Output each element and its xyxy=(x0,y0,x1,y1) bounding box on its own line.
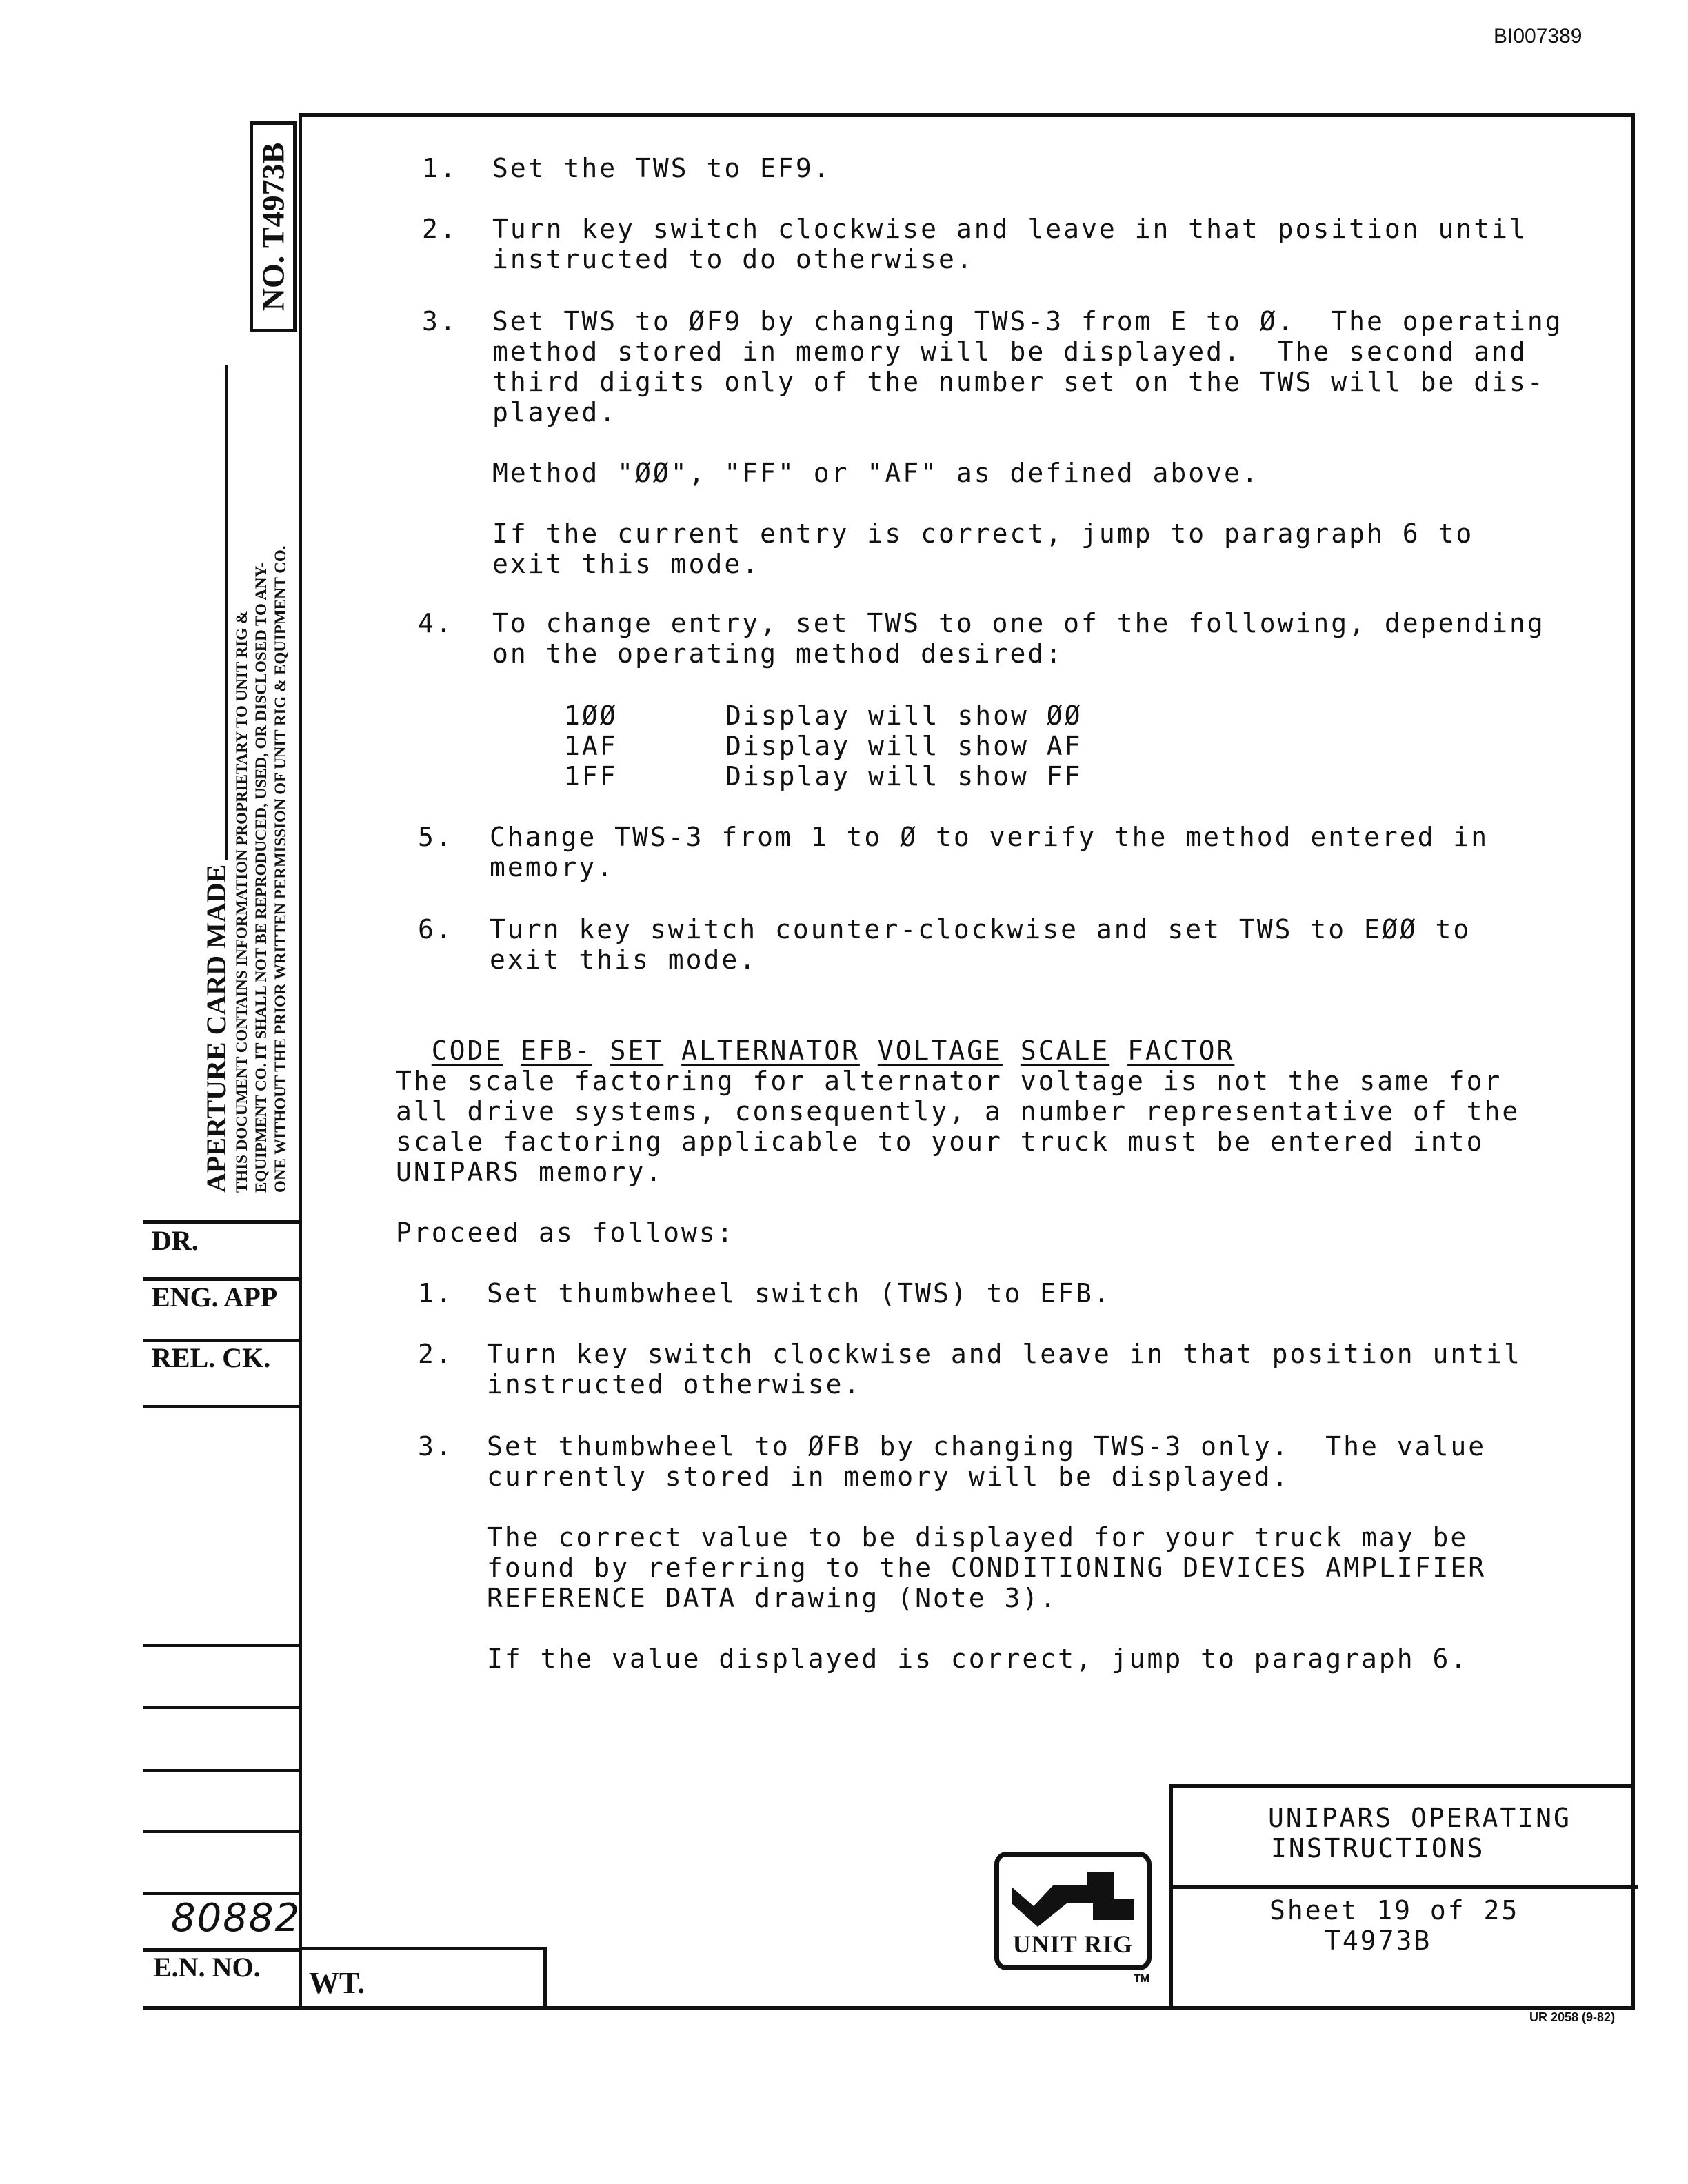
row-line-9 xyxy=(143,1892,301,1895)
step-b3-line1: Set thumbwheel to ØFB by changing TWS-3 only. The value xyxy=(487,1431,1487,1462)
aperture-card-made: APERTURE CARD MADE xyxy=(200,365,232,1193)
option-1-code: 1ØØ xyxy=(564,700,618,731)
option-2-desc: Display will show AF xyxy=(725,731,1083,761)
frame-right xyxy=(1631,113,1635,2009)
unit-rig-logo xyxy=(994,1852,1152,1970)
intro-line3: scale factoring applicable to your truck must be entered into xyxy=(396,1126,1485,1157)
step-5-line1: Change TWS-3 from 1 to Ø to verify the method entered in xyxy=(490,822,1489,852)
title-line2: INSTRUCTIONS xyxy=(1271,1833,1485,1863)
correct-note-line3: REFERENCE DATA drawing (Note 3). xyxy=(487,1583,1058,1613)
document-id: BI007389 xyxy=(1494,25,1582,48)
step-a3-num: 3. xyxy=(422,306,458,336)
proprietary-notice-3: ONE WITHOUT THE PRIOR WRITTEN PERMISSION OF UNIT RIG & EQUIPMENT CO. xyxy=(272,545,289,1193)
heading-word-3: SET xyxy=(610,1035,664,1066)
jump-note-line1: If the current entry is correct, jump to paragraph 6 to xyxy=(492,518,1474,549)
option-3-desc: Display will show FF xyxy=(725,761,1083,791)
aperture-underline xyxy=(225,365,228,860)
sheet-number: Sheet 19 of 25 xyxy=(1269,1895,1520,1925)
en-number-value: 80882 xyxy=(171,1896,301,1941)
correct-note-line2: found by referring to the CONDITIONING DEVICES AMPLIFIER xyxy=(487,1553,1487,1583)
step-b1-num: 1. xyxy=(418,1278,454,1308)
frame-top xyxy=(299,113,1634,117)
title-line1: UNIPARS OPERATING xyxy=(1268,1803,1571,1833)
weight-label: WT. xyxy=(309,1966,365,2000)
form-number: UR 2058 (9-82) xyxy=(1529,2010,1616,2024)
step-a3-line3: third digits only of the number set on the TWS will be dis- xyxy=(492,367,1545,397)
dr-label: DR. xyxy=(152,1225,199,1256)
step-a3-line2: method stored in memory will be displayed. The second and xyxy=(492,336,1527,367)
step-a3-line1: Set TWS to ØF9 by changing TWS-3 from E to Ø. The operating xyxy=(492,306,1563,336)
row-line-4 xyxy=(143,1405,301,1408)
step-5-line2: memory. xyxy=(490,852,615,882)
drawing-number: NO. T4973B xyxy=(255,142,291,312)
correct-note-line1: The correct value to be displayed for your truck may be xyxy=(487,1522,1469,1553)
eng-app-label: ENG. APP xyxy=(152,1282,278,1313)
option-2-code: 1AF xyxy=(564,731,618,761)
last-note: If the value displayed is correct, jump to paragraph 6. xyxy=(487,1644,1469,1674)
heading-word-7: FACTOR xyxy=(1127,1035,1235,1066)
intro-line4: UNIPARS memory. xyxy=(396,1157,664,1187)
jump-note-line2: exit this mode. xyxy=(492,549,761,579)
step-4-line1: To change entry, set TWS to one of the following, depending xyxy=(492,608,1545,638)
step-6-line2: exit this mode. xyxy=(490,944,758,975)
step-a2-num: 2. xyxy=(422,214,458,244)
row-line-8 xyxy=(143,1830,301,1833)
step-a2-line1: Turn key switch clockwise and leave in that position until xyxy=(492,214,1527,244)
step-a2-line2: instructed to do otherwise. xyxy=(492,244,974,274)
step-b3-line2: currently stored in memory will be displayed. xyxy=(487,1462,1290,1492)
step-a1-line1: Set the TWS to EF9. xyxy=(492,153,832,183)
logo-text: UNIT RIG xyxy=(1012,1930,1134,1958)
heading-word-5: VOLTAGE xyxy=(877,1035,1003,1066)
option-1-desc: Display will show ØØ xyxy=(725,700,1083,731)
intro-line1: The scale factoring for alternator voltage is not the same for xyxy=(396,1066,1503,1096)
step-5-num: 5. xyxy=(418,822,454,852)
weight-box xyxy=(299,1947,547,2010)
unit-rig-logo-icon xyxy=(999,1862,1147,1931)
step-a3-line4: played. xyxy=(492,397,618,427)
step-a1-num: 1. xyxy=(422,153,458,183)
trademark-mark: TM xyxy=(1134,1973,1150,1985)
drawing-number-box xyxy=(250,121,297,332)
row-line-6 xyxy=(143,1706,301,1709)
heading-word-2: EFB- xyxy=(521,1035,592,1066)
step-6-line1: Turn key switch counter-clockwise and set TWS to EØØ to xyxy=(490,914,1471,944)
en-number-label: E.N. NO. xyxy=(153,1952,261,1983)
drawing-number-title: T4973B xyxy=(1325,1925,1432,1956)
step-b1-line1: Set thumbwheel switch (TWS) to EFB. xyxy=(487,1278,1112,1308)
step-b2-line2: instructed otherwise. xyxy=(487,1369,862,1399)
intro-line2: all drive systems, consequently, a number representative of the xyxy=(396,1096,1520,1126)
row-line-5 xyxy=(143,1644,301,1647)
heading-word-6: SCALE xyxy=(1020,1035,1110,1066)
heading-word-4: ALTERNATOR xyxy=(681,1035,860,1066)
step-4-line2: on the operating method desired: xyxy=(492,638,1064,669)
section-heading xyxy=(396,1005,1234,1066)
step-b2-num: 2. xyxy=(418,1339,454,1369)
proprietary-notice-1: THIS DOCUMENT CONTAINS INFORMATION PROPRIETARY TO UNIT RIG & xyxy=(233,611,250,1193)
row-line-7 xyxy=(143,1769,301,1772)
step-b3-num: 3. xyxy=(418,1431,454,1462)
rel-ck-label: REL. CK. xyxy=(152,1342,271,1373)
step-6-num: 6. xyxy=(418,914,454,944)
step-4-num: 4. xyxy=(418,608,454,638)
heading-word-1: CODE xyxy=(431,1035,503,1066)
frame-left xyxy=(299,113,302,2010)
aperture-card-block xyxy=(200,365,290,1193)
title-divider xyxy=(1173,1885,1638,1889)
method-note: Method "ØØ", "FF" or "AF" as defined above. xyxy=(492,458,1260,488)
title-block xyxy=(1169,1784,1635,2010)
row-line-dr xyxy=(143,1220,301,1224)
option-3-code: 1FF xyxy=(564,761,618,791)
proprietary-notice-2: EQUIPMENT CO. IT SHALL NOT BE REPRODUCED, USED, OR DISCLOSED TO ANY- xyxy=(252,562,270,1193)
step-b2-line1: Turn key switch clockwise and leave in that position until xyxy=(487,1339,1522,1369)
proceed-text: Proceed as follows: xyxy=(396,1217,735,1248)
